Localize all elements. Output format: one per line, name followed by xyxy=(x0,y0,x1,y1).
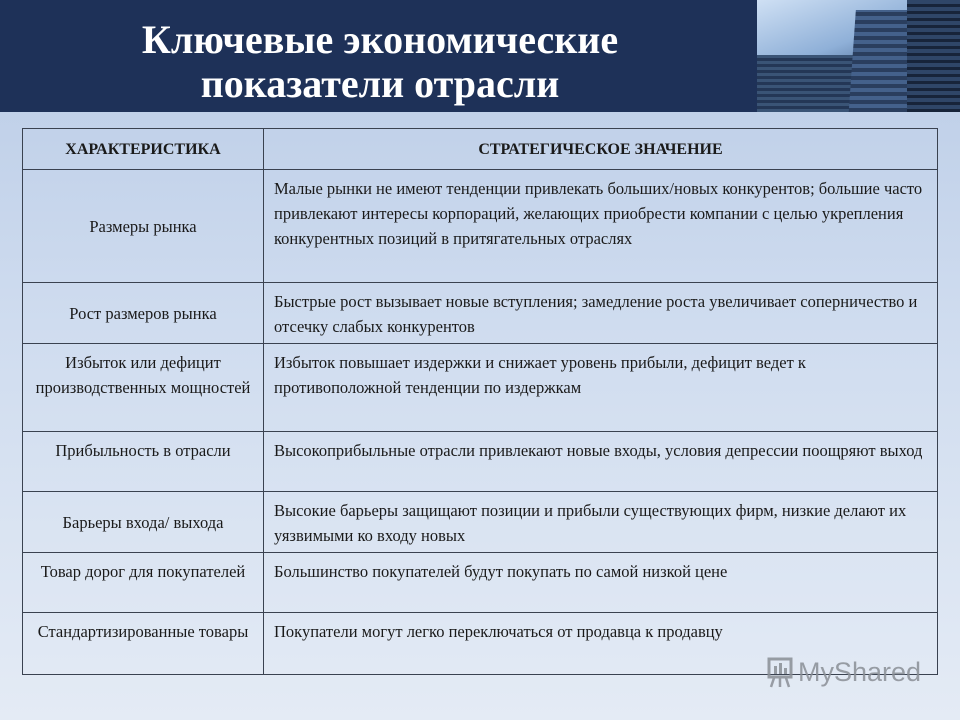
meaning-cell: Быстрые рост вызывает новые вступления; замедление роста увеличивает соперничество и отсечку слабых конкурентов xyxy=(264,283,938,344)
indicators-table xyxy=(22,128,938,675)
meaning-cell: Избыток повышает издержки и снижает уровень прибыли, дефицит ведет к противоположной тенденции по издержкам xyxy=(264,344,938,432)
slide-title xyxy=(40,18,720,106)
header-characteristic: ХАРАКТЕРИСТИКА xyxy=(23,129,264,170)
characteristic-cell: Размеры рынка xyxy=(23,170,264,283)
characteristic-cell: Товар дорог для покупателей xyxy=(23,553,264,613)
meaning-cell: Большинство покупателей будут покупать по самой низкой цене xyxy=(264,553,938,613)
characteristic-cell: Стандартизированные товары xyxy=(23,613,264,675)
title-line-1: Ключевые экономические xyxy=(141,17,619,62)
meaning-cell: Высокоприбыльные отрасли привлекают новые входы, условия депрессии поощряют выход xyxy=(264,432,938,492)
table-row xyxy=(23,432,938,492)
buildings-image xyxy=(757,0,960,112)
characteristic-cell: Барьеры входа/ выхода xyxy=(23,492,264,553)
characteristic-cell: Прибыльность в отрасли xyxy=(23,432,264,492)
header-meaning: СТРАТЕГИЧЕСКОЕ ЗНАЧЕНИЕ xyxy=(264,129,938,170)
table-header-row xyxy=(23,129,938,170)
table-row xyxy=(23,170,938,283)
title-line-2: показатели отрасли xyxy=(200,61,560,106)
table-row xyxy=(23,344,938,432)
presentation-board-icon xyxy=(766,656,794,688)
watermark-text: MyShared xyxy=(798,656,922,687)
table-row xyxy=(23,283,938,344)
table-row xyxy=(23,553,938,613)
characteristic-cell: Избыток или дефицит производственных мощностей xyxy=(23,344,264,432)
meaning-cell: Малые рынки не имеют тенденции привлекать больших/новых конкурентов; большие часто привлекают интересы корпораций, желающих приобрести компании с целью укрепления конкурентных позиций в притягательных отраслях xyxy=(264,170,938,283)
watermark-logo xyxy=(766,656,921,688)
characteristic-cell: Рост размеров рынка xyxy=(23,283,264,344)
meaning-cell: Покупатели могут легко переключаться от продавца к продавцу xyxy=(264,613,938,675)
meaning-cell: Высокие барьеры защищают позиции и прибыли существующих фирм, низкие делают их уязвимыми ко входу новых xyxy=(264,492,938,553)
table-row xyxy=(23,492,938,553)
